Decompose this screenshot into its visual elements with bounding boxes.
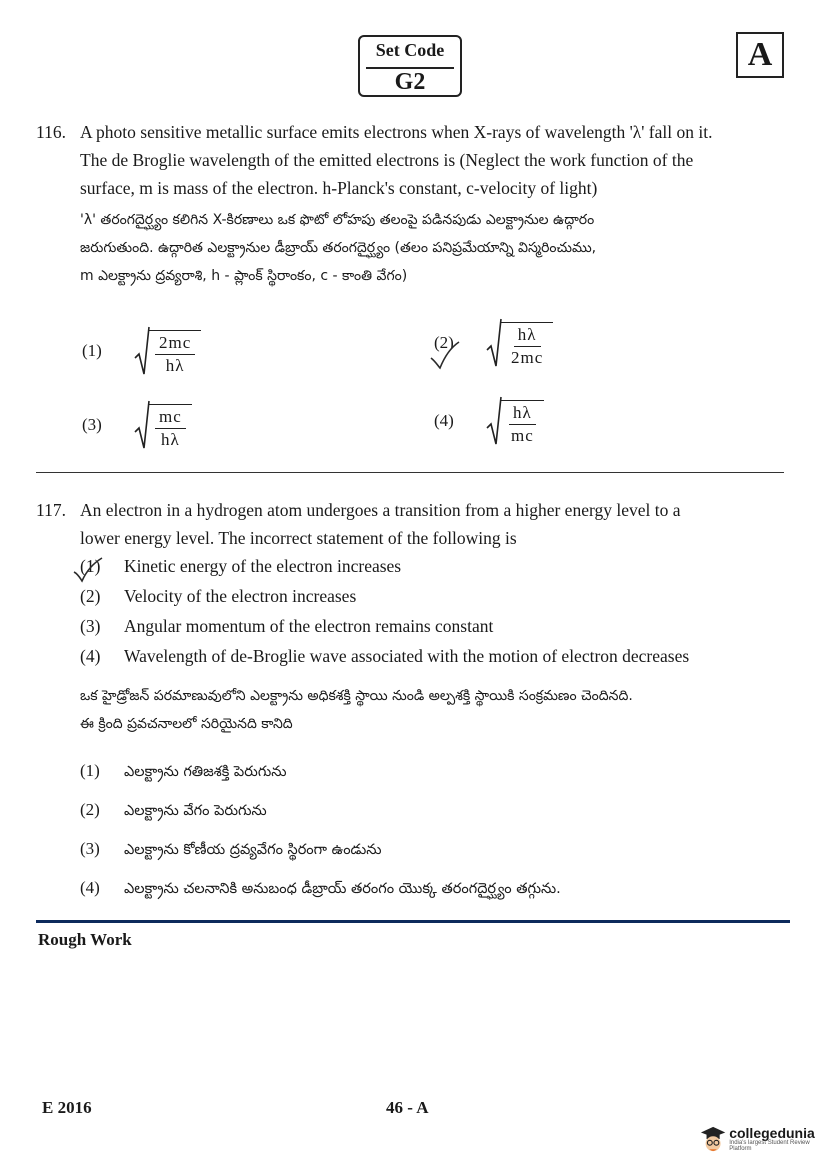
options-117-telugu bbox=[80, 752, 800, 908]
options-117-english bbox=[80, 552, 800, 670]
option-117-te-2[interactable] bbox=[80, 791, 800, 830]
option-117-1[interactable] bbox=[80, 552, 800, 580]
option-text: ఎలక్ట్రాను గతిజశక్తి పెరుగును bbox=[124, 764, 287, 780]
telugu-text-line: జరుగుతుంది. ఉద్గారిత ఎలక్ట్రానుల డీబ్రాయ్ తరంగదైర్ఘ్యం (తలం పనిప్రమేయాన్ని విస్మరించుము, bbox=[80, 240, 597, 256]
option-label: (3) bbox=[80, 616, 101, 636]
logo-tagline: India's largest Student Review Platform bbox=[729, 1140, 810, 1152]
option-label: (4) bbox=[80, 646, 101, 666]
question-number: 116. bbox=[36, 122, 66, 142]
fraction-denominator: hλ bbox=[161, 430, 180, 449]
fraction-numerator: hλ bbox=[514, 325, 541, 347]
option-label: (1) bbox=[80, 761, 100, 780]
option-text: Wavelength of de-Broglie wave associated with the motion of electron decreases bbox=[124, 646, 690, 666]
option-116-4[interactable] bbox=[434, 396, 544, 446]
question-text-line: surface, m is mass of the electron. h-Planck's constant, c-velocity of light) bbox=[80, 178, 598, 198]
fraction-denominator: 2mc bbox=[511, 348, 544, 367]
collegedunia-logo bbox=[700, 1124, 827, 1154]
telugu-text-line: m ఎలక్ట్రాను ద్రవ్యరాశి, h - ప్లాంక్ స్థిరాంకం, c - కాంతి వేగం) bbox=[80, 268, 408, 284]
question-117 bbox=[36, 496, 796, 552]
set-code-label: Set Code bbox=[375, 40, 445, 60]
option-label: (4) bbox=[434, 411, 454, 430]
option-117-3[interactable] bbox=[80, 612, 800, 640]
telugu-text-line: 'λ' తరంగదైర్ఘ్యం కలిగిన X-కిరణాలు ఒక ఫొటో లోహపు తలంపై పడినపుడు ఎలక్ట్రానుల ఉద్గారం bbox=[80, 212, 595, 228]
option-text: Kinetic energy of the electron increases bbox=[124, 556, 402, 576]
option-116-1[interactable] bbox=[82, 326, 201, 376]
fraction-numerator: hλ bbox=[509, 403, 536, 425]
pen-tick-mark bbox=[428, 338, 462, 372]
set-code-box bbox=[358, 35, 462, 97]
question-divider bbox=[36, 472, 784, 473]
option-117-te-1[interactable] bbox=[80, 752, 800, 791]
fraction-denominator: mc bbox=[511, 426, 534, 445]
logo-name: collegedunia bbox=[729, 1125, 815, 1141]
option-117-te-4[interactable] bbox=[80, 869, 800, 908]
question-number: 117. bbox=[36, 500, 66, 520]
fraction-numerator: mc bbox=[155, 407, 186, 429]
option-text: ఎలక్ట్రాను చలనానికి అనుబంధ డీబ్రాయ్ తరంగం యొక్క తరంగదైర్ఘ్యం తగ్గును. bbox=[124, 881, 561, 897]
sqrt-fraction bbox=[486, 318, 553, 368]
option-116-3[interactable] bbox=[82, 400, 192, 450]
question-text-line: lower energy level. The incorrect statement of the following is bbox=[80, 528, 517, 548]
exam-code: E 2016 bbox=[42, 1098, 92, 1117]
pen-tick-mark bbox=[72, 556, 106, 584]
option-label: (2) bbox=[80, 800, 100, 819]
question-text-line: The de Broglie wavelength of the emitted electrons is (Neglect the work function of the bbox=[80, 150, 694, 170]
rough-work-divider bbox=[36, 920, 790, 923]
option-text: ఎలక్ట్రాను కోణీయ ద్రవ్యవేగం స్థిరంగా ఉండును bbox=[124, 842, 382, 858]
option-label: (4) bbox=[80, 878, 100, 897]
set-code-value: G2 bbox=[394, 69, 426, 95]
question-text-line: A photo sensitive metallic surface emits electrons when X-rays of wavelength 'λ' fall on it. bbox=[80, 122, 713, 142]
sqrt-fraction bbox=[134, 400, 192, 450]
telugu-text-line: ఒక హైడ్రోజన్ పరమాణువులోని ఎలక్ట్రాను అధికశక్తి స్థాయి నుండి అల్పశక్తి స్థాయికి సంక్రమణం చెందినది. bbox=[80, 688, 633, 704]
option-label: (1) bbox=[82, 341, 102, 360]
option-117-2[interactable] bbox=[80, 582, 800, 610]
option-text: Velocity of the electron increases bbox=[124, 586, 357, 606]
option-117-te-3[interactable] bbox=[80, 830, 800, 869]
rough-work-label: Rough Work bbox=[38, 930, 132, 949]
option-label: (3) bbox=[80, 839, 100, 858]
graduate-icon bbox=[700, 1124, 726, 1154]
version-badge: A bbox=[736, 32, 784, 78]
option-text: Angular momentum of the electron remains constant bbox=[124, 616, 494, 636]
option-117-4[interactable] bbox=[80, 642, 800, 670]
page-number: 46 - A bbox=[386, 1098, 429, 1117]
question-116-telugu bbox=[80, 206, 800, 290]
option-label: (3) bbox=[82, 415, 102, 434]
question-116 bbox=[36, 118, 796, 202]
sqrt-fraction bbox=[486, 396, 544, 446]
fraction-numerator: 2mc bbox=[155, 333, 195, 355]
fraction-denominator: hλ bbox=[165, 356, 185, 375]
telugu-text-line: ఈ క్రింది ప్రవచనాలలో సరియైనది కానిది bbox=[80, 716, 293, 732]
option-label: (2) bbox=[434, 333, 454, 352]
option-label: (1) bbox=[80, 556, 101, 576]
question-117-telugu bbox=[80, 682, 800, 738]
sqrt-fraction bbox=[134, 326, 201, 376]
option-label: (2) bbox=[80, 586, 101, 606]
option-text: ఎలక్ట్రాను వేగం పెరుగును bbox=[124, 803, 267, 819]
question-text-line: An electron in a hydrogen atom undergoes a transition from a higher energy level to a bbox=[80, 500, 681, 520]
